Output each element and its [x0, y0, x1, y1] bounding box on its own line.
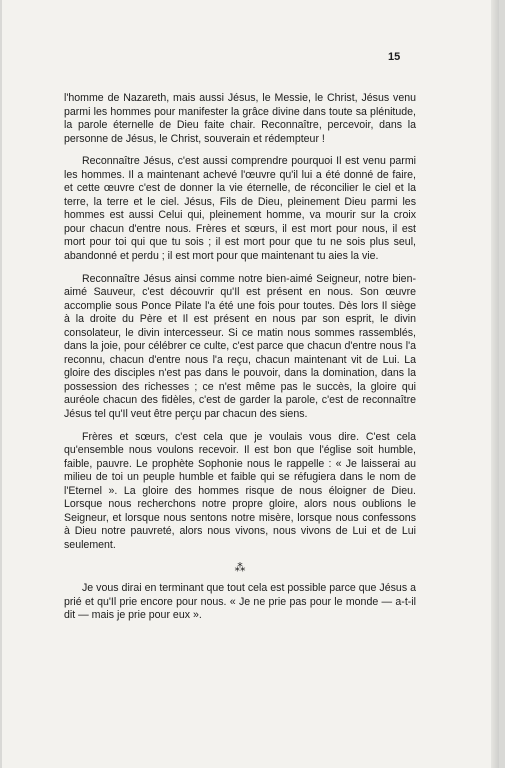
asterism-separator: ⁂: [234, 561, 246, 574]
page-edge-shadow: [491, 0, 499, 768]
document-page: [2, 0, 499, 768]
page-number: 15: [388, 51, 401, 63]
paragraph-1: l'homme de Nazareth, mais aussi Jésus, le Messie, le Christ, Jésus venu parmi les hommes pour manifester la grâce divine dans toute sa plénitude, la parole éternelle de Dieu faite chair. Reconnaître, percevoir, dans la personne de Jésus, le Christ, souverain et rédempteur !: [64, 92, 416, 145]
closing-paragraph: Je vous dirai en terminant que tout cela est possible parce que Jésus a prié et qu'Il prie encore pour nous. « Je ne prie pas pour le monde — a-t-il dit — mais je prie pour eux ».: [64, 582, 416, 622]
paragraph-3: Reconnaître Jésus ainsi comme notre bien-aimé Seigneur, notre bien-aimé Sauveur, c'est découvrir qu'Il est présent en nous. Son œuvre accomplie sous Ponce Pilate l'a été une fois pour toutes. Dès lors Il siège à la droite du Père et Il est présent en nous par son esprit, le divin consolateur, le divin intercesseur. Si ce matin nous sommes rassemblés, dans la joie, pour célébrer ce culte, c'est parce que chacun d'entre nous l'a reconnu, chacun d'entre nous l'a reçu, chacun maintenant vit de Lui. La gloire des disciples n'est pas dans le pouvoir, dans la domination, dans la possession des richesses ; ce n'est même pas le succès, la gloire qui auréole chacun des fidèles, c'est de garder la parole, c'est de reconnaître Jésus tel qu'Il veut être perçu par chacun des siens.: [64, 272, 416, 421]
body-text: [64, 92, 416, 632]
paragraph-4: Frères et sœurs, c'est cela que je voulais vous dire. C'est cela qu'ensemble nous voulons recevoir. Il est bon que l'église soit humble, faible, pauvre. Le prophète Sophonie nous le rappelle : « Je laisserai au milieu de toi un peuple humble et faible qui se réfugiera dans le nom de l'Eternel ». La gloire des hommes risque de nous éloigner de Dieu. Lorsque nous recherchons notre propre gloire, alors nous oublions le Seigneur, et lorsque nous sentons notre misère, lorsque nous confessons à Dieu notre pauvreté, alors nous vivons, nous vivons de Lui et de Lui seulement.: [64, 430, 416, 551]
paragraph-2: Reconnaître Jésus, c'est aussi comprendre pourquoi Il est venu parmi les hommes. Il a maintenant achevé l'œuvre qu'il lui a été donné de faire, et cette œuvre c'est de donner la vie éternelle, de réconcilier le ciel et la terre, la terre et le ciel. Jésus, Fils de Dieu, pleinement Dieu parmi les hommes est aussi Celui qui, pleinement homme, va mourir sur la croix pour chacun d'entre nous. Frères et sœurs, il est mort pour nous, il est mort pour toi qui que tu sois ; il est mort pour que tu ne sois plus seul, abandonné et perdu ; il est mort pour que maintenant tu aies la vie.: [64, 155, 416, 263]
